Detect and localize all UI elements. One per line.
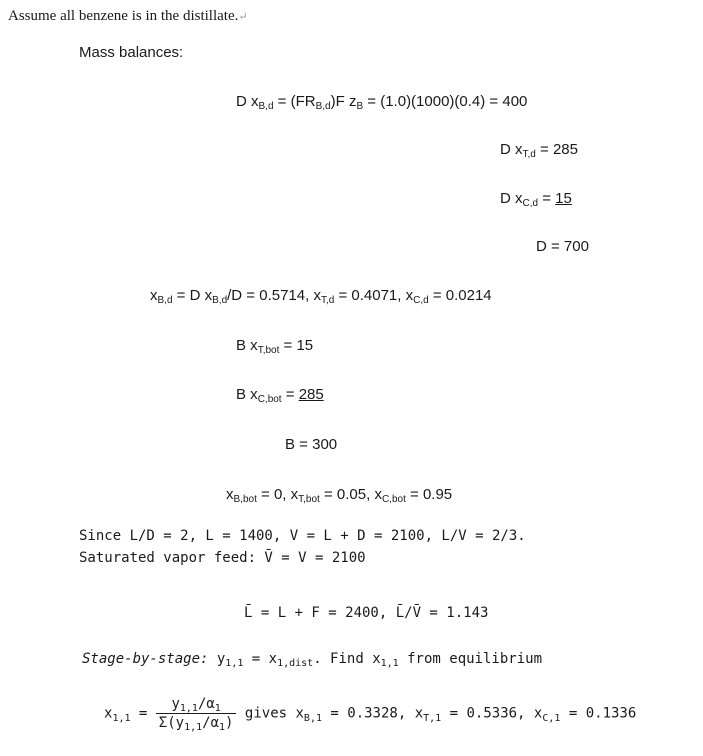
mass-balances-heading: Mass balances: [79,44,184,61]
intro-text [8,8,248,25]
intro-sentence: Assume all benzene is in the distillate. [8,8,239,24]
bottoms-total: B = 300 [285,436,338,453]
distillate-cumene-balance: D $x_{C,d} = 15$ [500,190,572,209]
distillate-benzene-balance: D $x_{B,d} = (FR_{B,d})F$ $z_B = (1.0)(1000)(0.4) = 400$ [236,93,528,112]
bottoms-mole-fractions: $x_{B,bot} = 0$, $x_{T,bot} = 0.05$, $x_{C,bot} = 0.95$ [226,486,453,505]
distillate-total: D = 700 [536,238,589,255]
bottoms-cumene-balance: B $x_{C,bot} = 285$ [236,386,324,405]
equilibrium-fraction: $\frac{y_{1,1}/\alpha_1}{\Sigma(y_{1,1}/\alpha_1)}$ [156,696,237,731]
paragraph-return-mark: ↵ [238,11,248,23]
distillate-toluene-balance: D $x_{T,d} = 285$ [500,141,578,160]
bottoms-toluene-balance: B $x_{T,bot} = 15$ [236,337,314,356]
equilibrium-equation: $x_{1,1}$ = $\frac{y_{1,1}/\alpha_1}{\Sigma(y_{1,1}/\alpha_1)}$ gives $x_{B,1} = 0.3328$, $x_{T,1} = 0.5336$, $x_{C,1} = 0.1336$ [104,696,637,733]
stage-by-stage-text: Stage-by-stage: $y_{1,1} = x_{1,dist}$. Find $x_{1,1}$ from equilibrium [82,651,542,669]
stripping-section-flows: L̄ = L + F = 2400, L̄/V̄ = 1.143 [244,605,489,621]
reflux-ratio-text: Since L/D = 2, L = 1400, V = L + D = 2100, L/V = 2/3. [79,528,526,544]
distillate-mole-fractions: $x_{B,d} = D$ $x_{B,d}/D = 0.5714$, $x_{T,d} = 0.4071$, $x_{C,d} = 0.0214$ [150,287,492,306]
feed-condition-text: Saturated vapor feed: V̄ = V = 2100 [79,550,366,566]
